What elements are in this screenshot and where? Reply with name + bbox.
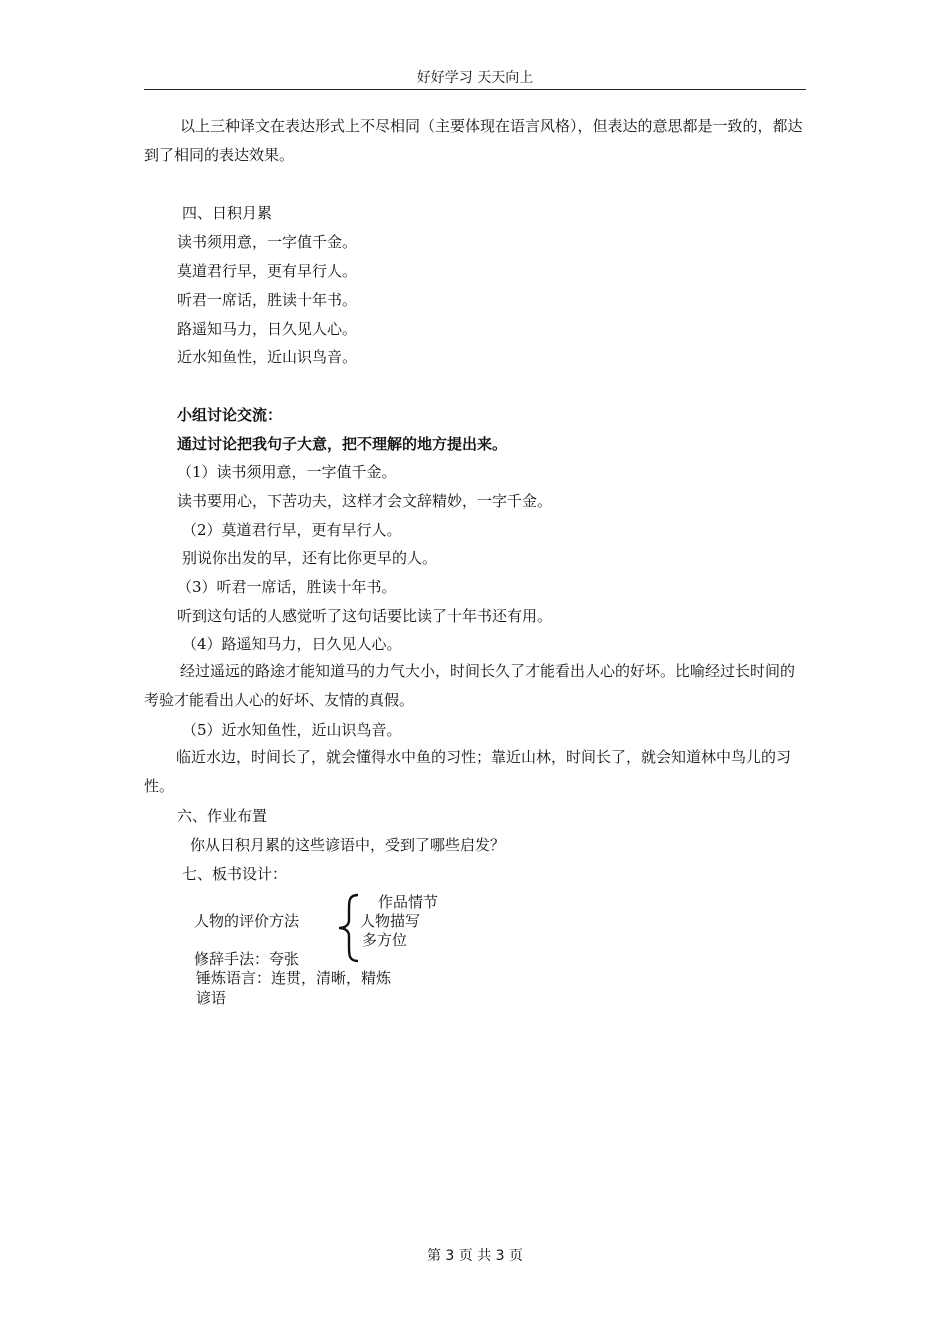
proverb-line: 近水知鱼性，近山识鸟音。 bbox=[177, 348, 358, 366]
discussion-question: （2）莫道君行早，更有早行人。 bbox=[182, 521, 402, 539]
curly-brace-icon bbox=[336, 893, 362, 963]
header-rule bbox=[144, 89, 806, 90]
proverb-line: 路遥知马力，日久见人心。 bbox=[177, 320, 358, 338]
intro-paragraph: 以上三种译文在表达形式上不尽相同（主要体现在语言风格），但表达的意思都是一致的，都达到了相同的表达效果。 bbox=[144, 117, 803, 164]
discussion-answer: 听到这句话的人感觉听了这句话要比读了十年书还有用。 bbox=[177, 607, 553, 625]
section6-title: 六、作业布置 bbox=[177, 807, 268, 825]
discussion-question: （5）近水知鱼性，近山识鸟音。 bbox=[182, 721, 402, 739]
board-proverb: 谚语 bbox=[196, 989, 227, 1007]
board-branch: 多方位 bbox=[362, 931, 408, 949]
discussion-question: （4）路遥知马力，日久见人心。 bbox=[182, 635, 402, 653]
board-language: 锤炼语言：连贯，清晰，精炼 bbox=[196, 969, 392, 987]
homework-question: 你从日积月累的这些谚语中，受到了哪些启发？ bbox=[190, 836, 506, 854]
page-header: 好好学习 天天向上 bbox=[416, 70, 534, 86]
discussion-answer: 别说你出发的早，还有比你更早的人。 bbox=[182, 549, 438, 567]
proverb-line: 读书须用意，一字值千金。 bbox=[177, 233, 358, 251]
page-footer: 第 3 页 共 3 页 bbox=[426, 1248, 524, 1264]
discussion-question: （1）读书须用意，一字值千金。 bbox=[177, 463, 397, 481]
discussion-question: （3）听君一席话，胜读十年书。 bbox=[177, 578, 397, 596]
board-branch: 作品情节 bbox=[378, 893, 439, 911]
discussion-instruction: 通过讨论把我句子大意，把不理解的地方提出来。 bbox=[177, 435, 508, 453]
discussion-answer: 临近水边，时间长了，就会懂得水中鱼的习性；靠近山林，时间长了，就会知道林中鸟儿的习性。 bbox=[144, 748, 792, 795]
board-branch: 人物描写 bbox=[360, 912, 421, 930]
proverb-line: 莫道君行早，更有早行人。 bbox=[177, 262, 358, 280]
board-rhetoric: 修辞手法：夸张 bbox=[194, 950, 300, 968]
discussion-answer: 经过遥远的路途才能知道马的力气大小，时间长久了才能看出人心的好坏。比喻经过长时间的考验才能看出人心的好坏、友情的真假。 bbox=[144, 662, 796, 709]
discussion-title: 小组讨论交流： bbox=[177, 406, 283, 424]
section7-title: 七、板书设计： bbox=[182, 865, 288, 883]
proverb-line: 听君一席话，胜读十年书。 bbox=[177, 291, 358, 309]
section4-title: 四、日积月累 bbox=[182, 204, 273, 222]
board-main-topic: 人物的评价方法 bbox=[194, 912, 300, 930]
discussion-answer: 读书要用心，下苦功夫，这样才会文辞精妙，一字千金。 bbox=[177, 492, 553, 510]
